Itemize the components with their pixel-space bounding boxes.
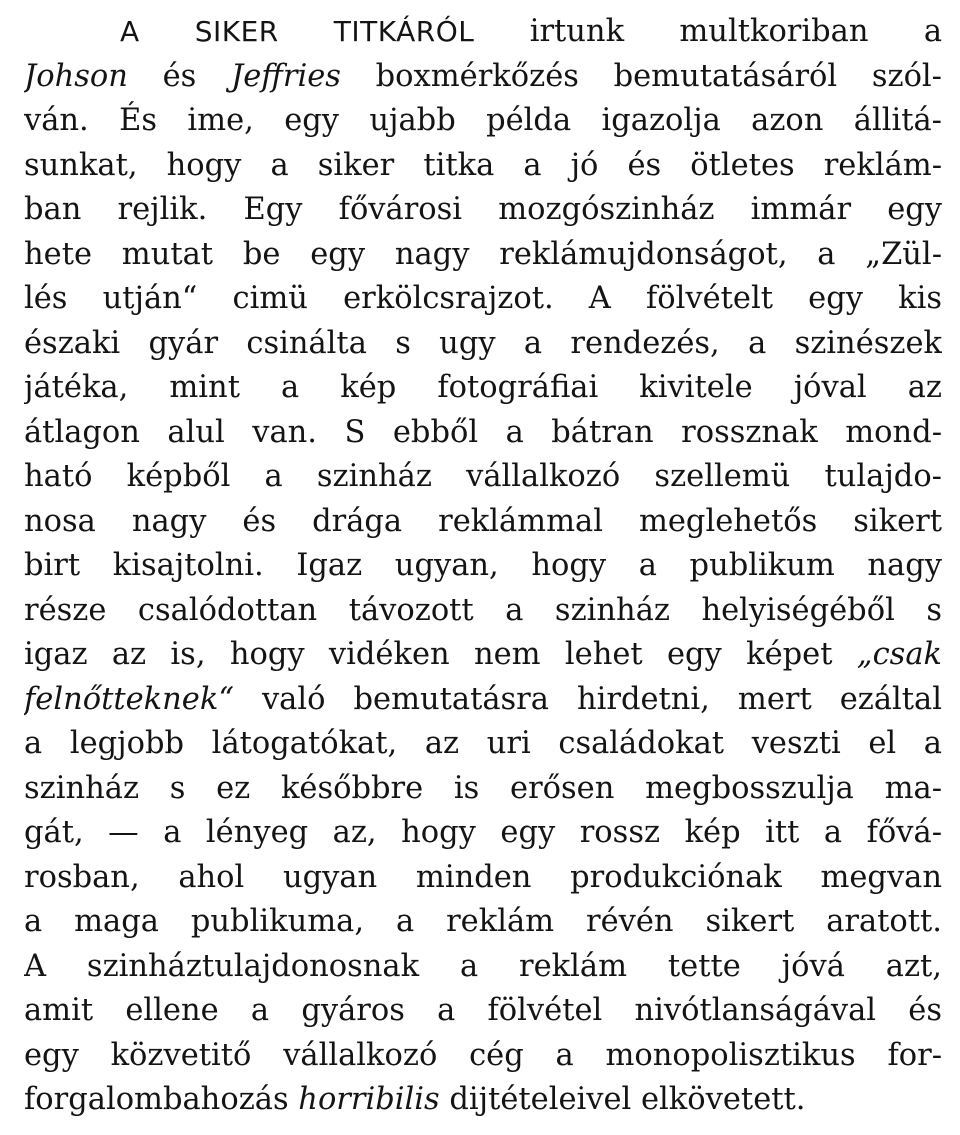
text-line [24, 989, 942, 1034]
text-line [24, 722, 942, 767]
text-segment: forgalombahozás [24, 1082, 299, 1117]
text-line [24, 767, 942, 812]
text-segment: birt kisajtolni. Igaz ugyan, hogy a publikum nagy [24, 548, 942, 583]
text-line [24, 277, 942, 322]
text-line [24, 544, 942, 589]
text-segment: hete mutat be egy nagy reklámujdonságot, a „Zül- [24, 236, 942, 272]
text-segment: ván. És ime, egy ujabb példa igazolja azon állitá- [24, 103, 942, 138]
article-heading: A SIKER TITKÁRÓL [120, 15, 475, 48]
text-line [24, 188, 942, 233]
text-line [24, 500, 942, 545]
text-line [24, 900, 942, 945]
text-line [24, 1034, 942, 1079]
article-body [24, 10, 942, 1123]
text-segment: egy közvetitő vállalkozó cég a monopolisztikus for- [24, 1037, 942, 1073]
text-line [24, 411, 942, 456]
text-segment: igaz az is, hogy vidéken nem lehet egy képet [24, 637, 857, 672]
text-line [24, 678, 942, 723]
text-line [24, 322, 942, 367]
text-segment: nosa nagy és drága reklámmal meglehetős sikert [24, 503, 942, 539]
text-segment: átlagon alul van. S ebből a bátran rossznak mond- [24, 414, 942, 450]
text-segment: boxmérkőzés bemutatásáról szól- [340, 58, 942, 94]
text-segment: játéka, mint a kép fotográfiai kivitele jóval az [24, 370, 942, 405]
text-line [24, 945, 942, 990]
text-segment: dijtételeivel elkövetett. [439, 1082, 806, 1117]
text-segment: ban rejlik. Egy fővárosi mozgószinház immár egy [24, 192, 942, 227]
text-line [24, 144, 942, 189]
text-line [24, 10, 942, 55]
text-segment: és [127, 58, 231, 94]
text-segment: rosban, ahol ugyan minden produkciónak megvan [24, 859, 942, 895]
italic-text: „csak [856, 637, 942, 672]
text-line [24, 55, 942, 100]
text-segment: északi gyár csinálta s ugy a rendezés, a szinészek [24, 325, 942, 361]
text-line [24, 233, 942, 278]
text-line [24, 1078, 942, 1123]
text-segment: a legjobb látogatókat, az uri családokat veszti el a [24, 726, 942, 761]
text-segment: ható képből a szinház vállalkozó szellemü tulajdo- [24, 459, 942, 494]
text-segment: része csalódottan távozott a szinház helyiségéből s [24, 592, 942, 628]
text-line [24, 99, 942, 144]
text-line [24, 856, 942, 901]
italic-text: felnőtteknek“ [24, 681, 234, 717]
text-segment: sunkat, hogy a siker titka a jó és ötletes reklám- [24, 147, 942, 183]
text-segment: a maga publikuma, a reklám révén sikert aratott. [24, 904, 942, 939]
text-segment: való bemutatásra hirdetni, mert ezáltal [233, 681, 942, 717]
text-line [24, 633, 942, 678]
italic-text: Jeffries [231, 58, 341, 94]
text-line [24, 455, 942, 500]
text-segment: amit ellene a gyáros a fölvétel nivótlanságával és [24, 993, 942, 1028]
text-line [24, 366, 942, 411]
text-segment: A szinháztulajdonosnak a reklám tette jóvá azt, [24, 948, 942, 984]
text-segment: gát, — a lényeg az, hogy egy rossz kép itt a fővá- [24, 815, 942, 850]
italic-text: horribilis [298, 1082, 440, 1117]
text-segment: szinház s ez későbbre is erősen megbosszulja ma- [24, 770, 942, 806]
text-segment: irtunk multkoriban a [474, 14, 942, 49]
text-line [24, 811, 942, 856]
italic-text: Johson [24, 58, 128, 94]
text-line [24, 589, 942, 634]
text-segment: lés utján“ cimü erkölcsrajzot. A fölvételt egy kis [24, 281, 942, 316]
